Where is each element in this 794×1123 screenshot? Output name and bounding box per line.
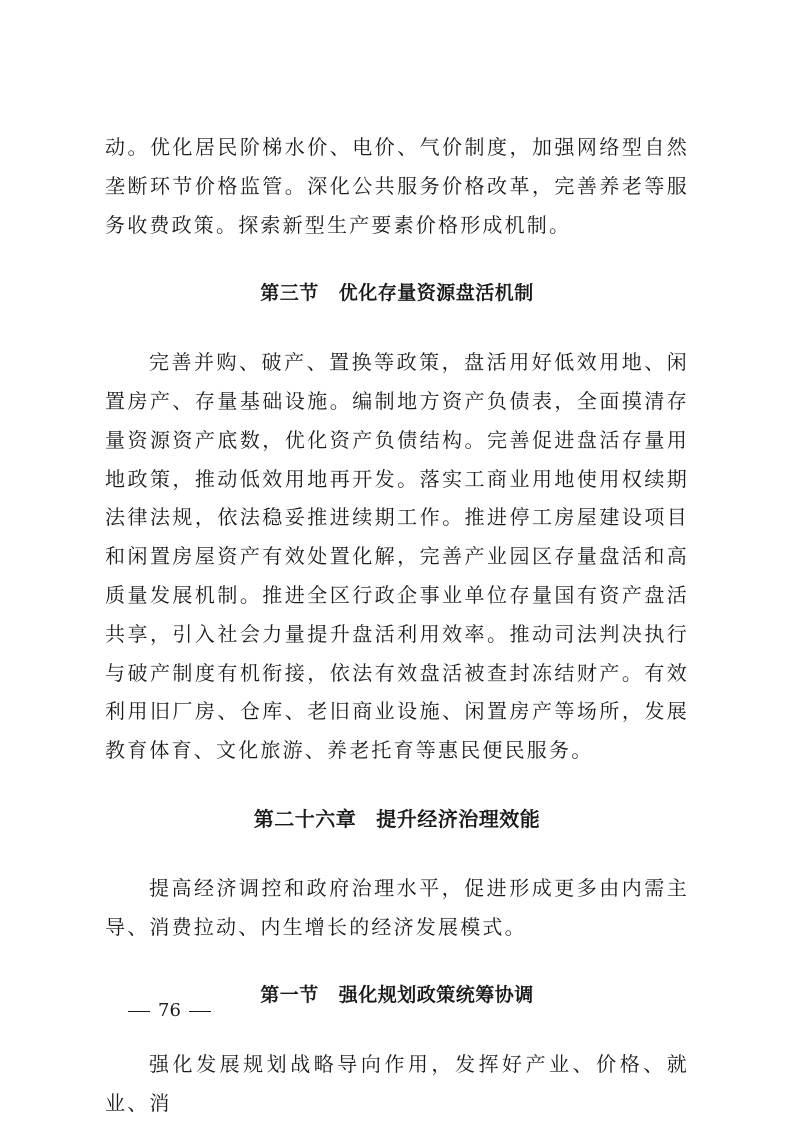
chapter-heading-26 — [105, 800, 689, 839]
page-content — [105, 128, 689, 1123]
chapter-number: 第二十六章 — [253, 806, 357, 831]
section-heading-3 — [105, 274, 689, 313]
page-footer — [120, 997, 219, 1025]
paragraph-asset-revitalization: 完善并购、破产、置换等政策，盘活用好低效用地、闲置房产、存量基础设施。编制地方资产负债表，全面摸清存量资源资产底数，优化资产负债结构。完善促进盘活存量用地政策，推动低效用地再开发。落实工商业用地使用权续期法律法规，依法稳妥推进续期工作。推进停工房屋建设项目和闲置房屋资产有效处置化解，完善产业园区存量盘活和高质量发展机制。推进全区行政企事业单位存量国有资产盘活共享，引入社会力量提升盘活利用效率。推动司法判决执行与破产制度有机衔接，依法有效盘活被查封冻结财产。有效利用旧厂房、仓库、老旧商业设施、闲置房产等场所，发展教育体育、文化旅游、养老托育等惠民便民服务。 — [105, 350, 689, 763]
chapter-title: 提升经济治理效能 — [376, 806, 541, 831]
section-number: 第三节 — [260, 282, 319, 305]
section-title: 优化存量资源盘活机制 — [338, 282, 534, 305]
footer-dash-right — [189, 1011, 211, 1012]
paragraph-chapter-intro: 提高经济调控和政府治理水平，促进形成更多由内需主导、消费拉动、内生增长的经济发展模式。 — [105, 875, 689, 939]
paragraph-price-reform-continuation: 动。优化居民阶梯水价、电价、气价制度，加强网络型自然垄断环节价格监管。深化公共服务价格改革，完善养老等服务收费政策。探索新型生产要素价格形成机制。 — [105, 135, 689, 237]
paragraph-planning-coordination: 强化发展规划战略导向作用，发挥好产业、价格、就业、消 — [105, 1052, 689, 1115]
footer-dash-left — [128, 1011, 150, 1012]
section-title: 强化规划政策统筹协调 — [338, 984, 534, 1007]
section-number: 第一节 — [260, 984, 319, 1007]
page-number: 76 — [158, 1000, 181, 1021]
